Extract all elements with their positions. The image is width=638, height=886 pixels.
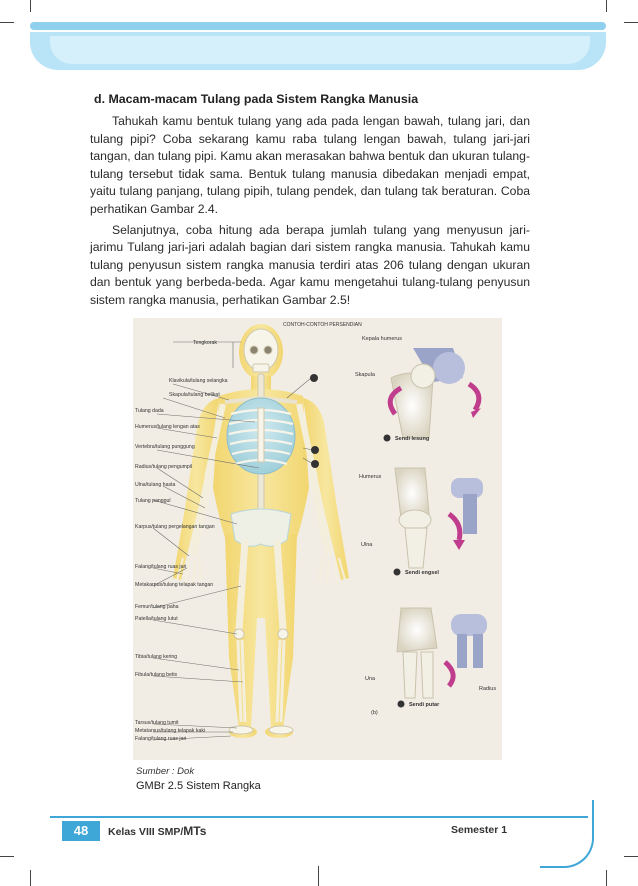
crop-mark xyxy=(30,0,31,12)
figure-caption: GMBr 2.5 Sistem Rangka xyxy=(136,780,261,792)
footer-arc xyxy=(540,800,594,868)
crop-mark xyxy=(624,22,638,23)
main-content xyxy=(90,92,530,313)
header-stripe xyxy=(30,22,606,30)
label-radius-right: Radius xyxy=(479,686,497,692)
label-patella: Patella/tulang lutut xyxy=(135,616,178,622)
marker-2: 2 xyxy=(313,448,317,454)
marker-1: 1 xyxy=(312,376,316,382)
crop-mark xyxy=(0,22,14,23)
label-phalanx-foot: Falang/tulang ruas jari xyxy=(135,736,187,742)
label-clavicle: Klavikula/tulang selangka xyxy=(169,378,228,384)
crop-mark xyxy=(606,870,607,886)
label-fibula: Fibula/tulang betis xyxy=(135,672,178,678)
label-hinge: Sendi engsel xyxy=(405,570,439,576)
label-tarsus: Tarsus/tulang tumit xyxy=(135,720,179,726)
label-femur: Femur/tulang paha xyxy=(135,604,179,610)
label-ulna-1: Ulna xyxy=(361,542,373,548)
crop-mark xyxy=(0,856,14,857)
figure-source: Sumber : Dok xyxy=(136,766,195,777)
label-sternum: Tulang dada xyxy=(135,408,164,414)
hinge-joint xyxy=(395,468,483,568)
label-metacarpus: Metakarpus/tulang telapak tangan xyxy=(135,582,214,588)
marker-3: 3 xyxy=(313,462,317,468)
crop-mark xyxy=(624,856,638,857)
crop-mark xyxy=(30,870,31,886)
skeleton-illustration xyxy=(133,318,502,760)
header-band-inner xyxy=(50,36,590,64)
label-panel-b: (b) xyxy=(371,710,378,716)
label-carpus: Karpus/tulang pergelangan tangan xyxy=(135,524,215,530)
joint-examples-note: CONTOH-CONTOH PERSENDIAN xyxy=(283,322,362,328)
section-heading: d. Macam-macam Tulang pada Sistem Rangka Manusia xyxy=(94,92,419,106)
book-title xyxy=(108,824,206,838)
book-title-main: Kelas VIII SMP/ xyxy=(108,826,184,838)
skeleton-figure xyxy=(133,318,502,760)
label-scapula: Skapula/tulang belikat xyxy=(169,392,220,398)
skeleton xyxy=(177,329,345,734)
crop-mark xyxy=(606,0,607,12)
paragraph: Selanjutnya, coba hitung ada berapa jumlah tulang yang menyusun jari-jarimu Tulang jari-jari adalah bagian dari sistem rangka manusia. Tahukah kamu tulang penyusun sistem rangka manusia terdiri atas 206 tulang dengan ukuran dan bentuk yang berbeda-beda. Agar kamu mengetahui tulang-tulang penyusun sistem rangka manusia, perhatikan Gambar 2.5! xyxy=(90,222,530,307)
label-scapula-right: Skapula xyxy=(355,372,375,378)
label-ulna: Ulna/tulang hasta xyxy=(135,482,176,488)
label-humerus-head: Kepala humerus xyxy=(362,336,403,342)
label-radius: Radius/tulang pengumpil xyxy=(135,464,193,470)
label-phalanx-hand: Falang/tulang ruas jari xyxy=(135,564,187,570)
joint-number-icon xyxy=(398,701,405,708)
book-title-mts: MTs xyxy=(183,824,207,838)
label-humerus-right: Humerus xyxy=(359,474,382,480)
label-skull: Tengkorak xyxy=(193,340,217,346)
joint-number-icon xyxy=(384,435,391,442)
footer-line xyxy=(50,816,588,818)
crop-mark xyxy=(318,866,319,886)
label-ball-socket: Sendi lesung xyxy=(395,436,430,442)
ball-socket-joint xyxy=(390,348,481,438)
label-pelvis: Tulang panggul xyxy=(135,498,171,504)
joint-number-icon xyxy=(394,569,401,576)
label-tibia: Tibia/tulang kering xyxy=(135,654,178,660)
paragraph: Tahukah kamu bentuk tulang yang ada pada lengan bawah, tulang jari, dan tulang pipi? Coba sekarang kamu raba tulang lengan bawah, tulang jari-jari tangan, dan tulang pipi. Kamu akan merasakan bahwa bentuk dan ukuran tulang-tulang tersebut tidak sama. Bentuk tulang manusia dibedakan menjadi empat, yaitu tulang panjang, tulang pipih, tulang pendek, dan tulang tak beraturan. Coba perhatikan Gambar 2.4. xyxy=(90,114,530,216)
semester-label: Semester 1 xyxy=(451,824,508,836)
pivot-joint xyxy=(397,608,487,698)
label-humerus: Humerus/tulang lengan atas xyxy=(135,424,200,430)
label-ulna-2: Una xyxy=(365,676,376,682)
label-metatarsus: Metatarsus/tulang telapak kaki xyxy=(135,728,206,734)
label-pivot: Sendi putar xyxy=(409,702,440,708)
label-vertebra: Vertebra/tulang punggung xyxy=(135,444,195,450)
page-number: 48 xyxy=(62,821,100,841)
